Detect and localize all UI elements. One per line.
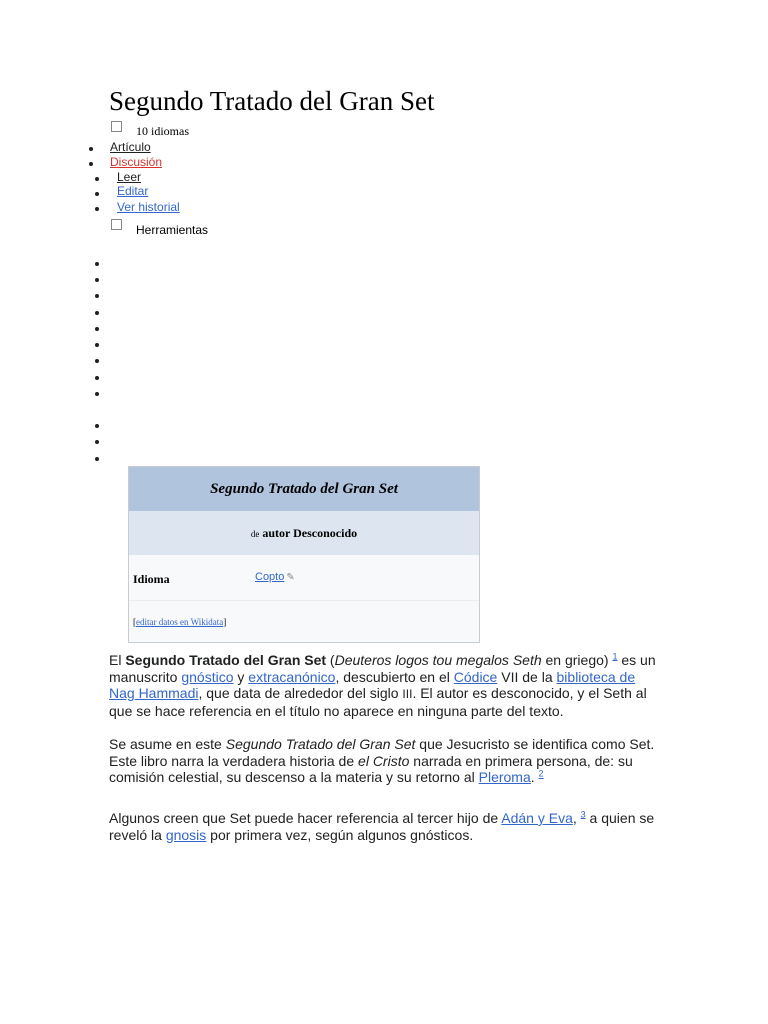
reference-3[interactable]: 3 — [580, 809, 586, 820]
bullet — [95, 424, 99, 428]
bullet — [95, 457, 99, 461]
bullet — [89, 162, 93, 166]
article-paragraph-1: El Segundo Tratado del Gran Set (Deuteros logos tou megalos Seth en griego) $^1$ es un manuscrito gnóstico y extracanónico, descubierto en el Códice VII de la biblioteca de Nag Hammadi, que data de alrededor del siglo III. El autor es desconocido, y el Seth al que se hace referencia en el título no aparece en ninguna parte del texto. — [109, 651, 656, 719]
link-adan-y-eva[interactable]: Adán y Eva — [501, 810, 573, 826]
tools-checkbox[interactable] — [111, 219, 122, 230]
infobox — [128, 466, 480, 643]
article-paragraph-2: Se asume en este Segundo Tratado del Gran Set que Jesucristo se identifica como Set. Este libro narra la verdadera historia de el Cristo narrada en primera persona, de: su comisión celestial, su descenso a la materia y su retorno al Pleroma. $^2$ — [109, 736, 655, 786]
reference-2[interactable]: 2 — [538, 768, 544, 779]
bracket-open: [ — [133, 617, 136, 627]
languages-checkbox[interactable] — [111, 121, 122, 132]
link-pleroma[interactable]: Pleroma — [478, 769, 531, 786]
bullet — [95, 177, 99, 181]
bullet — [95, 294, 99, 298]
infobox-link-copto[interactable]: Copto — [255, 571, 285, 583]
bullet — [95, 376, 99, 380]
bullet — [95, 311, 99, 315]
infobox-author-name: autor Desconocido — [262, 526, 358, 540]
action-history[interactable]: Ver historial — [117, 200, 180, 214]
bullet — [95, 392, 99, 396]
tab-article[interactable]: Artículo — [110, 140, 151, 154]
bullet — [95, 278, 99, 282]
edit-wikidata-link[interactable]: editar datos en Wikidata — [136, 617, 224, 627]
page-title: Segundo Tratado del Gran Set — [109, 86, 435, 116]
infobox-author — [129, 511, 479, 555]
bracket-close: ] — [223, 617, 227, 627]
action-read[interactable]: Leer — [117, 170, 142, 184]
link-extracanonico[interactable]: extracanónico — [248, 668, 336, 685]
action-edit[interactable]: Editar — [117, 184, 149, 198]
infobox-author-prefix: de — [250, 529, 260, 539]
bullet — [89, 147, 93, 151]
bullet — [95, 327, 99, 331]
languages-label[interactable]: 10 idiomas — [136, 124, 189, 138]
bullet — [95, 207, 99, 211]
link-gnostico[interactable]: gnóstico — [181, 668, 234, 685]
bullet — [95, 359, 99, 363]
tab-talk[interactable]: Discusión — [110, 155, 163, 169]
tools-label[interactable]: Herramientas — [136, 223, 209, 237]
divider — [129, 600, 479, 601]
link-biblioteca-nag-hammadi[interactable]: biblioteca de Nag Hammadi — [109, 668, 636, 702]
bullet — [95, 343, 99, 347]
link-gnosis[interactable]: gnosis — [165, 826, 207, 843]
bold-title: Segundo Tratado del Gran Set — [125, 652, 327, 668]
article-paragraph-3: Algunos creen que Set puede hacer referencia al tercer hijo de Adán y Eva, $^3$ a quien se reveló la gnosis por primera vez, según algunos gnósticos. — [109, 809, 655, 843]
pencil-icon[interactable]: ✎ — [286, 572, 295, 583]
reference-1[interactable]: 1 — [612, 651, 618, 662]
bullet — [95, 440, 99, 444]
link-codice[interactable]: Códice — [453, 668, 498, 685]
bullet — [95, 262, 99, 266]
infobox-edit-wikidata — [133, 617, 226, 627]
infobox-value-language — [255, 571, 295, 583]
infobox-key-language: Idioma — [133, 572, 170, 586]
infobox-title: Segundo Tratado del Gran Set — [129, 467, 479, 511]
bullet — [95, 192, 99, 196]
